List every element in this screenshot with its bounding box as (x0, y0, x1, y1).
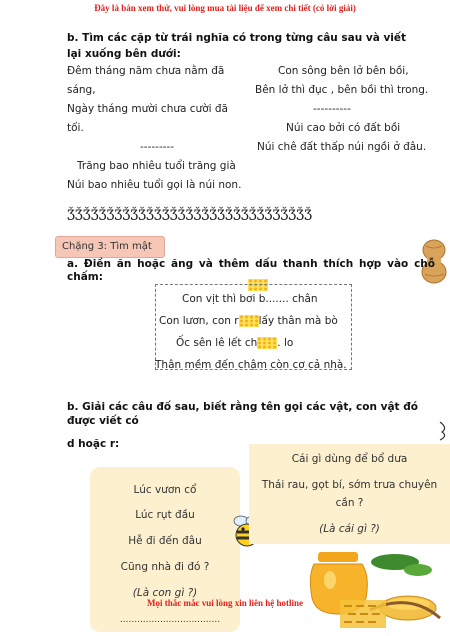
fill-line-3 (176, 333, 293, 353)
stage-tag: Chặng 3: Tìm mật (55, 236, 165, 258)
poem-left-line-5: Trăng bao nhiêu tuổi trăng già (77, 160, 236, 172)
riddle1-line-1: Lúc vươn cổ (133, 484, 197, 496)
poem-left-line-1: Đêm tháng năm chưa nằm đã (67, 65, 225, 77)
poem-right-line-1: Con sông bên lở bên bồi, (278, 65, 409, 77)
fill-line-2-part-b: lấy thân mà bò (258, 315, 338, 327)
preview-banner: Đây là bản xem thử, vui lòng mua tài liệu để xem chi tiết (có lời giải) (94, 3, 356, 13)
poem-right-line-3: Núi cao bởi có đất bồi (286, 122, 401, 134)
riddle2-line-2: Thái rau, gọt bí, sớm trưa chuyên (261, 479, 438, 491)
riddle1-line-2: Lúc rụt đầu (135, 509, 195, 521)
question-b: b. Giải các câu đố sau, biết rằng tên gọi các vật, con vật đó được viết có (67, 401, 418, 427)
honeycomb-blank-icon (257, 337, 277, 349)
poem-right-line-4: Núi chê đất thấp núi ngồi ở đâu. (257, 141, 427, 153)
fill-line-1: Con vịt thì bơi b....... chân (182, 293, 318, 305)
poem-right-line-2: Bên lở thì đục , bên bồi thì trong. (255, 84, 429, 96)
riddle1-line-4: Cũng nhà đi đó ? (120, 561, 210, 573)
poem-right-separator: ---------- (313, 103, 351, 115)
question-b-sub: d hoặc r: (67, 438, 120, 450)
riddle2-line-1: Cái gì dùng để bổ dưa (291, 453, 408, 465)
fill-line-3-part-b: . lo (277, 337, 294, 349)
honey-jar-illustration (300, 540, 450, 632)
honeycomb-blank-icon (239, 315, 259, 327)
decorative-wave-divider: ǮǮǮǮǮǮǮǮǮǮǮǮǮǮǮǮǮǮǮǮǮǮǮǮǮǮǮǮǮǮǮ (67, 208, 312, 224)
riddle1-question: (Là con gì ?) (132, 587, 198, 599)
fill-line-2 (159, 311, 338, 331)
fill-line-3-part-a: Ốc sên lê lết ch (176, 337, 258, 349)
question-a: a. Điền ăn hoặc ăng và thêm dấu thanh thích hợp vào chỗ chấm: (67, 258, 435, 283)
poem-left-separator: --------- (140, 141, 175, 153)
fill-line-4: Thân mềm đến chậm còn cơ cả nhà. (155, 359, 347, 371)
section-b-title: b. Tìm các cặp từ trái nghĩa có trong từng câu sau và viết lại xuống bên dưới: (67, 32, 407, 60)
poem-left-line-2: sáng, (67, 84, 96, 96)
fill-line-2-part-a: Con lươn, con r (159, 315, 239, 327)
poem-left-line-4: tối. (67, 122, 84, 134)
poem-left-line-3: Ngày tháng mười chưa cười đã (67, 103, 228, 115)
poem-left-line-6: Núi bao nhiêu tuổi gọi là núi non. (67, 179, 242, 191)
riddle2-question: (Là cái gì ?) (319, 523, 380, 535)
riddle2-line-3: cần ? (335, 497, 364, 509)
riddle1-line-3: Hễ đi đến đâu (128, 535, 202, 547)
riddle1-answer-line: ................................... (119, 615, 221, 625)
hotline-note: Mọi thắc mắc vui lòng xin liên hệ hotline (146, 598, 303, 608)
leaf-deco-icon (438, 420, 450, 442)
